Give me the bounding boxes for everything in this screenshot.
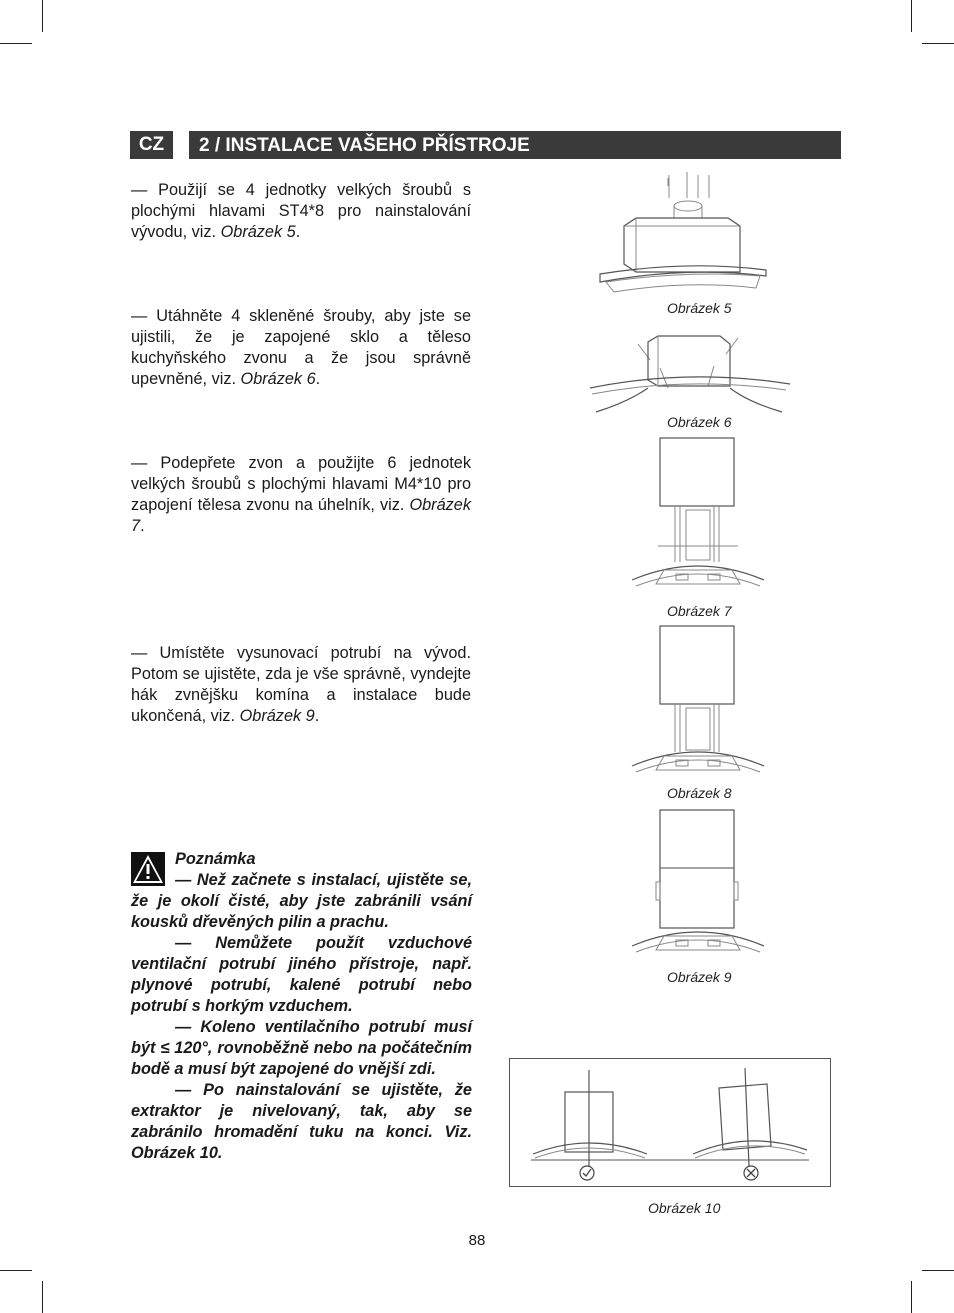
figure-7-illustration	[628, 434, 768, 602]
step-text: — Utáhněte 4 skleněné šrouby, aby jste se ujistili, že je zapojené sklo a těleso kuchyňského zvonu a že jsou správně upevněné, viz.	[131, 307, 471, 388]
figure-5-caption: Obrázek 5	[667, 300, 732, 316]
crop-mark	[0, 43, 32, 44]
crop-mark	[911, 0, 912, 32]
note-title: Poznámka	[175, 850, 256, 868]
figure-6-caption: Obrázek 6	[667, 414, 732, 430]
section-title: 2 / INSTALACE VAŠEHO PŘÍSTROJE	[189, 131, 841, 159]
figure-8-caption: Obrázek 8	[667, 785, 732, 801]
step-3	[131, 453, 471, 537]
figure-10-illustration	[509, 1058, 831, 1187]
crop-mark	[922, 43, 954, 44]
crop-mark	[42, 1281, 43, 1313]
note-box	[131, 849, 472, 1164]
note-paragraph-4: — Po nainstalování se ujistěte, že extraktor je nivelovaný, tak, aby se zabránilo hromadění tuku na konci. Viz. Obrázek 10.	[131, 1081, 472, 1162]
step-4	[131, 643, 471, 727]
figure-9-illustration	[628, 808, 768, 968]
step-end: .	[314, 707, 320, 725]
figure-reference: Obrázek 9	[239, 707, 315, 725]
note-paragraph-3: — Koleno ventilačního potrubí musí být ≤ 120°, rovnoběžně nebo na počátečním bodě a musí být zapojené do vnější zdi.	[131, 1018, 472, 1078]
step-text: — Podepřete zvon a použijte 6 jednotek velkých šroubů s plochými hlavami M4*10 pro zapojení tělesa zvonu na úhelník, viz.	[131, 454, 471, 514]
crop-mark	[911, 1281, 912, 1313]
step-1	[131, 180, 471, 243]
step-end: .	[140, 517, 145, 535]
step-end: .	[315, 370, 321, 388]
note-paragraph-1: — Než začnete s instalací, ujistěte se, že je okolí čisté, aby jste zabránili vsání kousků dřevěných pilin a prachu.	[131, 871, 472, 931]
crop-mark	[922, 1270, 954, 1271]
page-number: 88	[468, 1232, 486, 1249]
crop-mark	[42, 0, 43, 32]
figure-9-caption: Obrázek 9	[667, 969, 732, 985]
step-text: — Umístěte vysunovací potrubí na vývod. Potom se ujistěte, zda je vše správně, vyndejte hák zvnějšku komína a instalace bude ukončená, viz.	[131, 644, 471, 725]
figure-reference: Obrázek 6	[240, 370, 316, 388]
figure-6-illustration	[588, 326, 793, 418]
step-2	[131, 306, 471, 390]
language-badge: CZ	[130, 131, 173, 159]
figure-5-illustration	[598, 170, 768, 300]
step-end: .	[295, 223, 301, 241]
note-paragraph-2: — Nemůžete použít vzduchové ventilační potrubí jiného přístroje, např. plynové potrubí, kalené potrubí nebo potrubí s horkým vzduchem.	[131, 934, 472, 1015]
crop-mark	[0, 1270, 32, 1271]
figure-8-illustration	[628, 624, 768, 784]
figure-7-caption: Obrázek 7	[667, 603, 732, 619]
figure-reference: Obrázek 7	[131, 496, 471, 535]
figure-10-caption: Obrázek 10	[648, 1200, 721, 1216]
figure-reference: Obrázek 5	[220, 223, 296, 241]
step-text: — Použijí se 4 jednotky velkých šroubů s plochými hlavami ST4*8 pro nainstalování vývodu, viz.	[131, 181, 471, 241]
